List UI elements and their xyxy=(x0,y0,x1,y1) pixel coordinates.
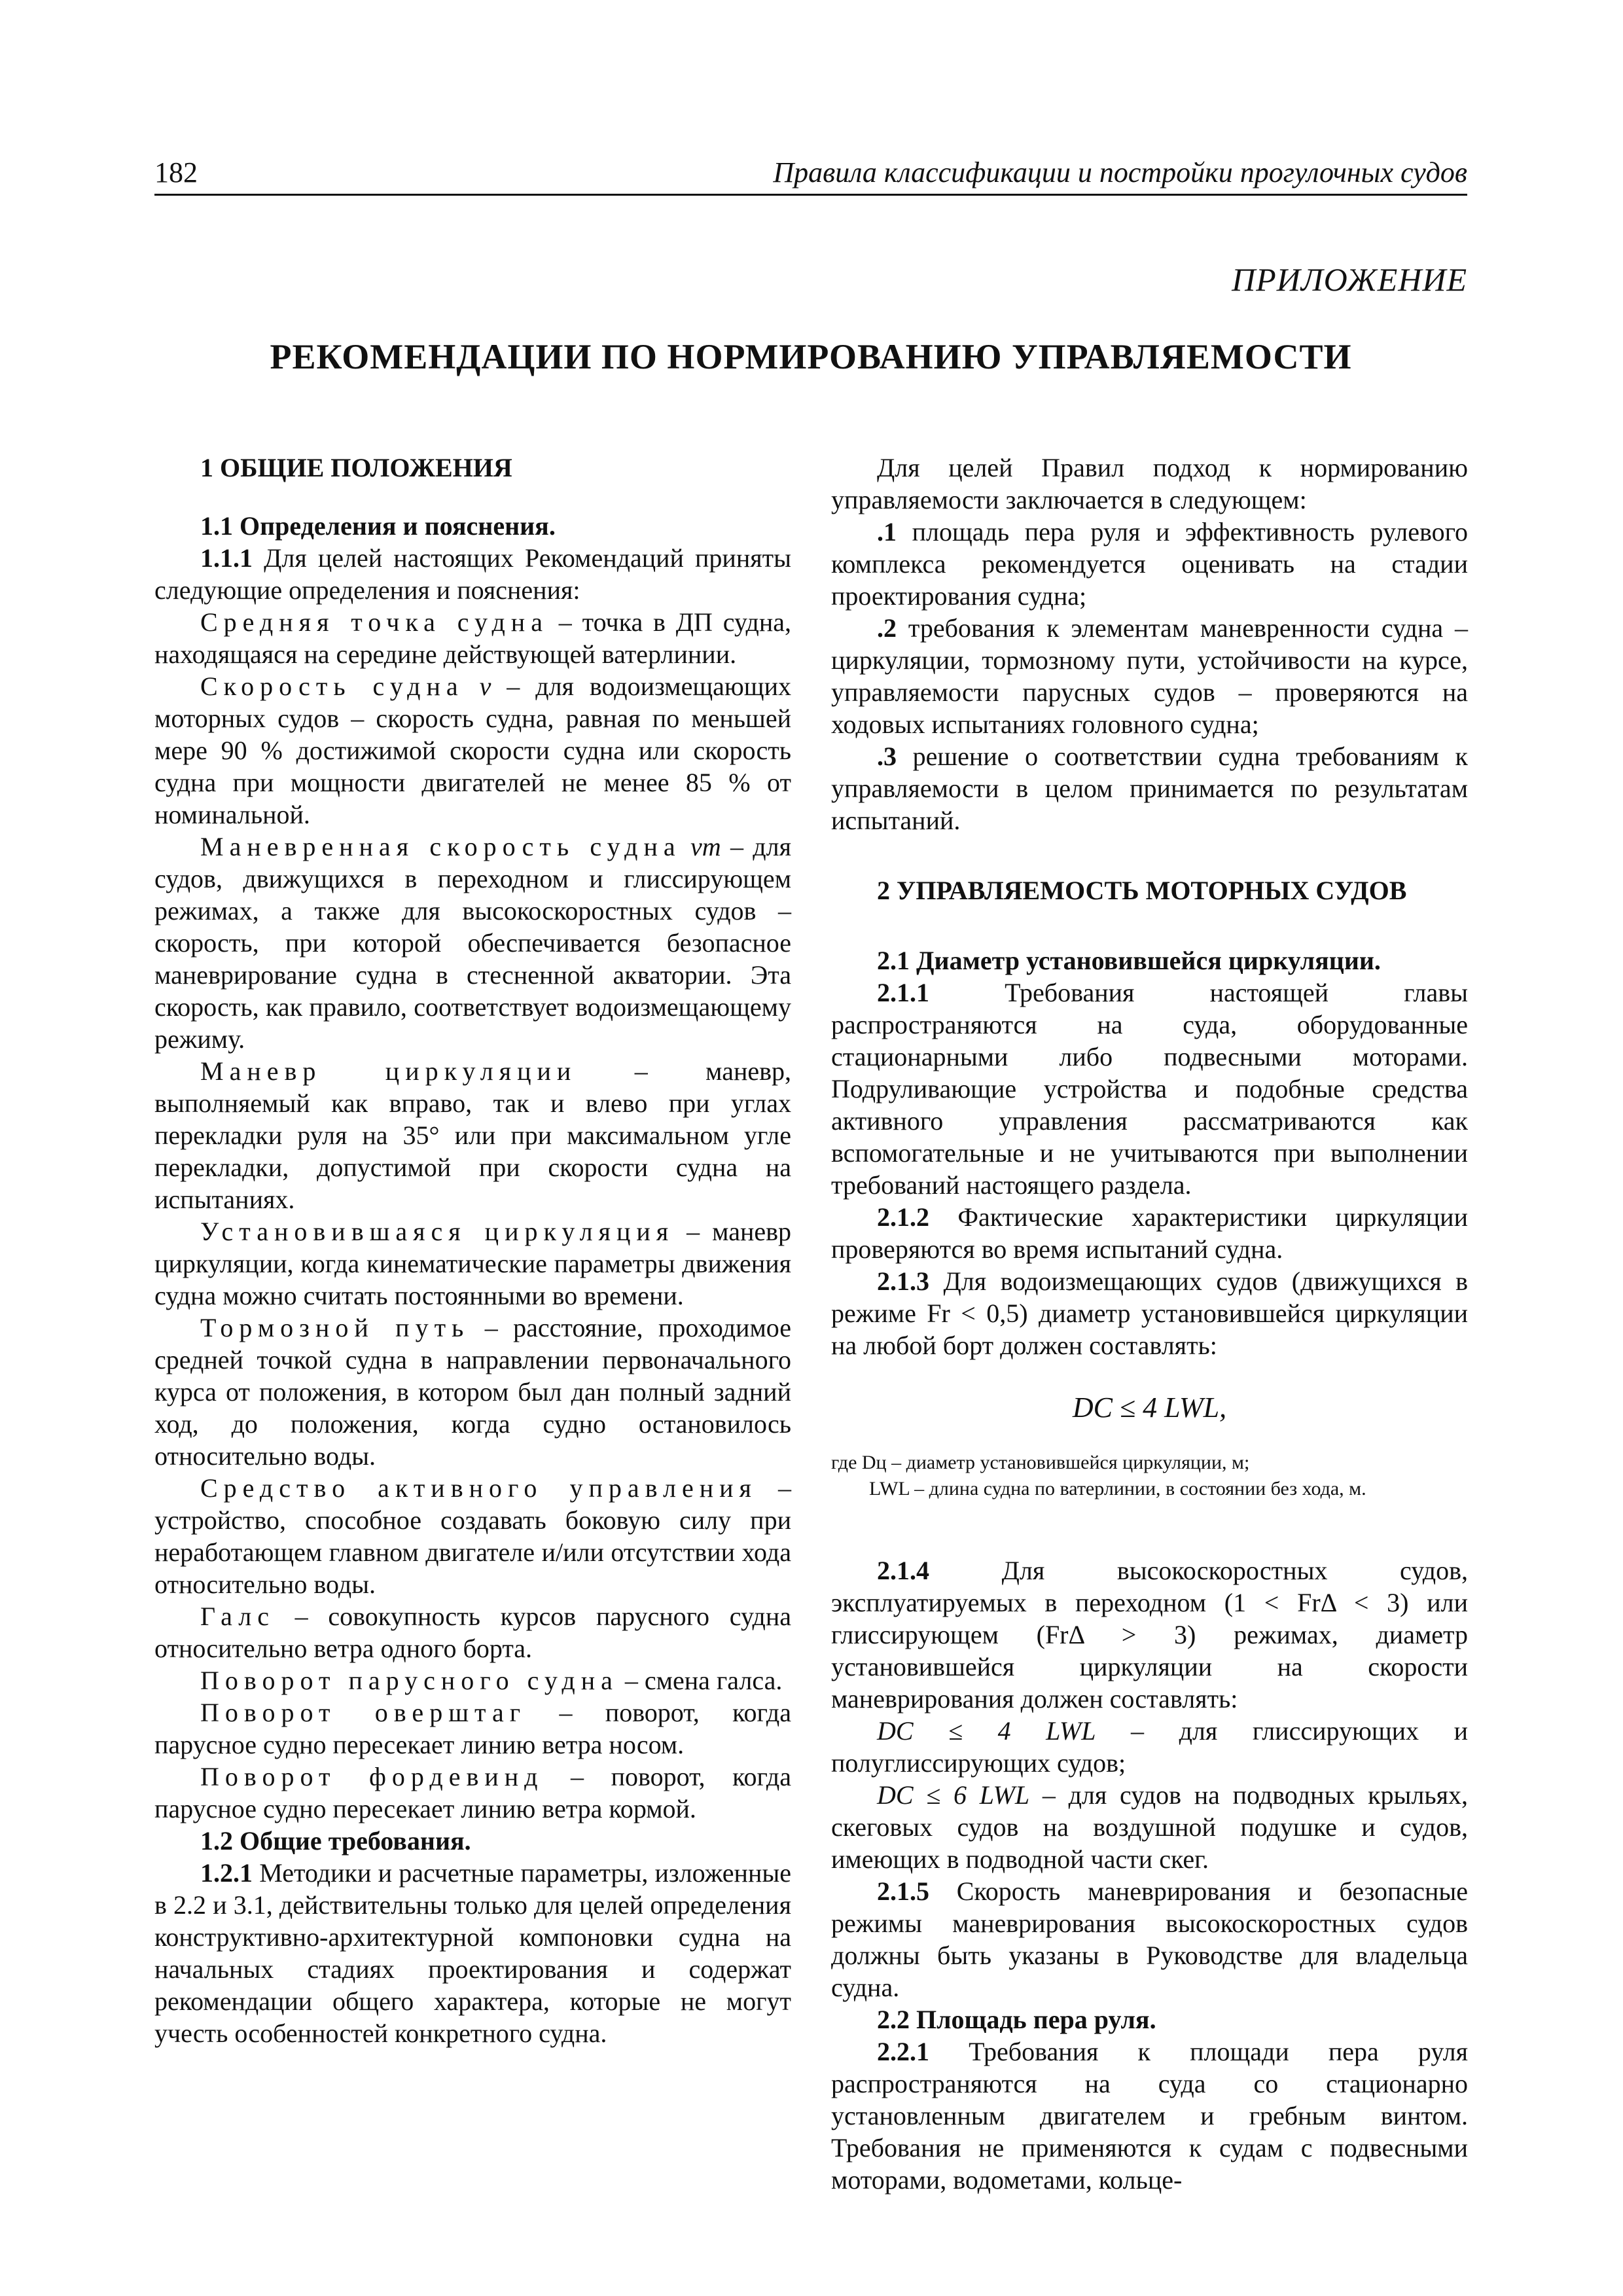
page-number: 182 xyxy=(154,156,198,188)
definition-5: Установившаяся циркуляция – маневр циркуляции, когда кинематические параметры движения судна можно считать постоянными во времени. xyxy=(154,1217,791,1310)
list-item-2: .2 требования к элементам маневренности судна – циркуляции, тормозному пути, устойчивости на курсе, управляемости парусных судов – проверяются на ходовых испытаниях головного судна; xyxy=(831,613,1468,739)
intro-paragraph: Для целей Правил подход к нормированию управляемости заключается в следующем: xyxy=(831,453,1468,514)
appendix-label: ПРИЛОЖЕНИЕ xyxy=(1232,261,1467,298)
subsection-2-1-heading: 2.1 Диаметр установившейся циркуляции. xyxy=(877,946,1381,975)
document-title: РЕКОМЕНДАЦИИ ПО НОРМИРОВАНИЮ УПРАВЛЯЕМОСТИ xyxy=(270,337,1352,376)
paragraph-2-1-1: 2.1.1 Требования настоящей главы распространяются на суда, оборудованные стационарными либо подвесными моторами. Подруливающие устройства и подобные средства активного управления рассматриваются как вспомогательные и не учитываются при выполнении требований настоящего раздела. xyxy=(831,978,1468,1200)
definition-3: Маневренная скорость судна vm – для судов, движущихся в переходном и глиссирующем режимах, а также для высокоскоростных судов – скорость, при которой обеспечивается безопасное маневрирование судна в стесненной акватории. Эта скорость, как правило, соответствует водоизмещающему режиму. xyxy=(154,832,792,1054)
subsection-1-2-heading: 1.2 Общие требования. xyxy=(200,1826,471,1856)
definition-6: Тормозной путь – расстояние, проходимое средней точкой судна в направлении первоначального курса от положения, в котором был дан полный задний ход, до положения, когда судно остановилось относительно воды. xyxy=(154,1313,792,1471)
definition-4: Маневр циркуляции – маневр, выполняемый как вправо, так и влево при углах перекладки руля на 35° или при максимальном угле перекладки, допустимой при скорости судна на испытаниях. xyxy=(154,1056,791,1214)
legend-line-2: LWL – длина судна по ватерлинии, в состоянии без хода, м. xyxy=(869,1478,1366,1499)
paragraph-2-1-3: 2.1.3 Для водоизмещающих судов (движущихся в режиме Fr < 0,5) диаметр установившейся циркуляции на любой борт должен составлять: xyxy=(831,1266,1468,1360)
formula-hydrofoil: DC ≤ 6 LWL – для судов на подводных крыльях, скеговых судов на воздушной подушке и судов, имеющих в подводной части скег. xyxy=(831,1780,1468,1874)
paragraph-2-1-4: 2.1.4 Для высокоскоростных судов, эксплуатируемых в переходном (1 < FrΔ < 3) или глиссирующем (FrΔ > 3) режимах, диаметр установившейся циркуляции на скорости маневрирования должен составлять: xyxy=(831,1556,1468,1713)
list-item-3: .3 решение о соответствии судна требованиям к управляемости в целом принимается по результатам испытаний. xyxy=(831,742,1468,835)
definition-10: Поворот оверштаг – поворот, когда парусное судно пересекает линию ветра носом. xyxy=(154,1698,791,1759)
definition-11: Поворот фордевинд – поворот, когда парусное судно пересекает линию ветра кормой. xyxy=(154,1762,791,1823)
definition-8: Галс – совокупность курсов парусного судна относительно ветра одного борта. xyxy=(154,1602,791,1663)
paragraph-2-1-5: 2.1.5 Скорость маневрирования и безопасные режимы маневрирования высокоскоростных судов должны быть указаны в Руководстве для владельца судна. xyxy=(831,1876,1468,2002)
paragraph-1-2-1: 1.2.1 Методики и расчетные параметры, изложенные в 2.2 и 3.1, действительны только для целей определения конструктивно-архитектурной компоновки судна на начальных стадиях проектирования и содержат рекомендации общего характера, которые не могут учесть особенностей конкретного судна. xyxy=(154,1858,791,2048)
legend-line-1: где Dц – диаметр установившейся циркуляции, м; xyxy=(831,1452,1250,1473)
formula-planing: DC ≤ 4 LWL – для глиссирующих и полуглиссирующих судов; xyxy=(831,1716,1468,1778)
subsection-1-1-heading: 1.1 Определения и пояснения. xyxy=(200,511,556,541)
definition-1: Средняя точка судна – точка в ДП судна, находящаяся на середине действующей ватерлинии. xyxy=(154,607,791,669)
section-1-heading: 1 ОБЩИЕ ПОЛОЖЕНИЯ xyxy=(200,453,512,482)
section-2-heading: 2 УПРАВЛЯЕМОСТЬ МОТОРНЫХ СУДОВ xyxy=(877,876,1407,905)
left-column xyxy=(154,452,791,2049)
paragraph-2-1-2: 2.1.2 Фактические характеристики циркуляции проверяются во время испытаний судна. xyxy=(831,1202,1468,1264)
list-item-1: .1 площадь пера руля и эффективность рулевого комплекса рекомендуется оценивать на стадии проектирования судна; xyxy=(831,517,1468,611)
definition-7: Средство активного управления – устройство, способное создавать боковую силу при неработающем главном двигателе и/или отсутствии хода относительно воды. xyxy=(154,1473,791,1599)
header-rule xyxy=(154,194,1467,196)
formula-legend xyxy=(831,1450,1468,1502)
definition-2: Скорость судна v – для водоизмещающих моторных судов – скорость судна, равная по меньшей мере 90 % достижимой скорости судна или скорость судна при мощности двигателей не менее 85 % от номинальной. xyxy=(154,672,792,829)
running-title: Правила классификации и постройки прогулочных судов xyxy=(773,156,1467,188)
paragraph-2-2-1: 2.2.1 Требования к площади пера руля распространяются на суда со стационарно установленным двигателем и гребным винтом. Требования не применяются к судам с подвесными моторами, водометами, кольце- xyxy=(831,2037,1468,2195)
formula-circulation-diameter: DC ≤ 4 LWL, xyxy=(1072,1391,1227,1424)
paragraph-1-1-1: 1.1.1 Для целей настоящих Рекомендаций приняты следующие определения и пояснения: xyxy=(154,543,791,605)
subsection-2-2-heading: 2.2 Площадь пера руля. xyxy=(877,2005,1156,2034)
definition-9: Поворот парусного судна – смена галса. xyxy=(200,1666,783,1695)
right-column xyxy=(831,452,1468,2196)
